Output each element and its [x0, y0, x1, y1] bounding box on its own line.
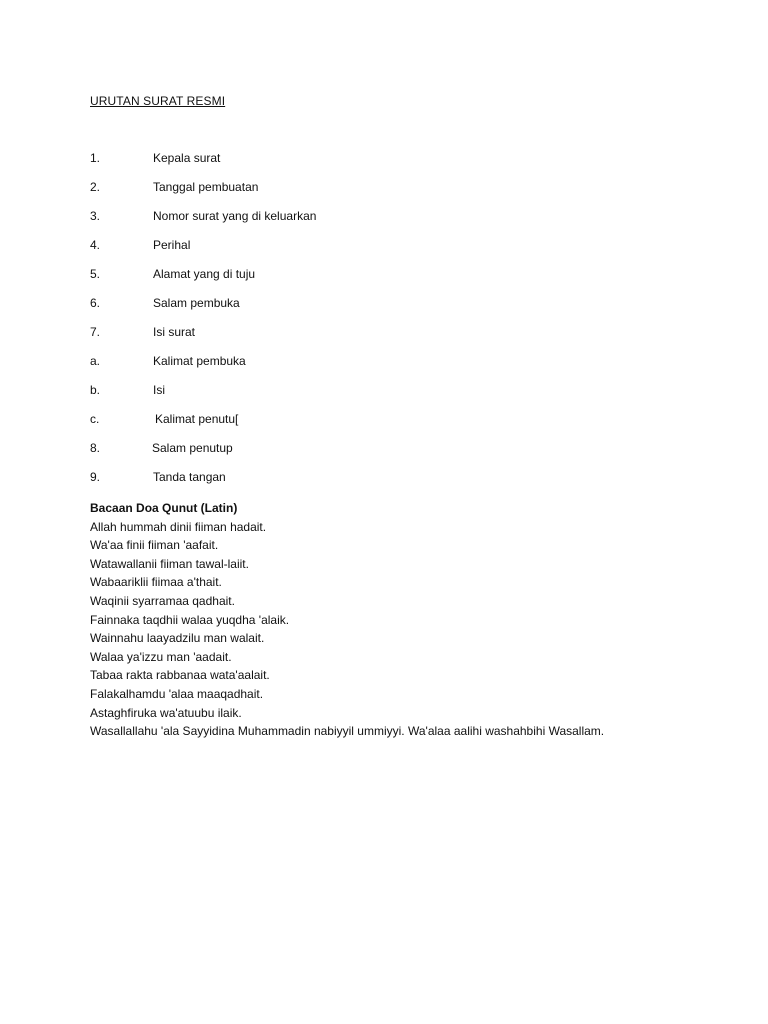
list-item [90, 209, 316, 238]
doa-heading: Bacaan Doa Qunut (Latin) [90, 501, 238, 515]
list-item [90, 151, 316, 180]
list-item-text: Salam penutup [152, 441, 233, 455]
list-marker: 9. [90, 470, 101, 484]
list-item-text: Isi surat [153, 325, 196, 339]
list-item-text: Isi [153, 383, 165, 397]
list-marker: b. [90, 383, 101, 397]
list-item-text: Tanggal pembuatan [153, 180, 259, 194]
doa-line: Wainnahu laayadzilu man walait. [90, 631, 265, 646]
list-marker: 3. [90, 209, 101, 223]
list-item [90, 267, 316, 296]
list-item-text: Nomor surat yang di keluarkan [153, 209, 317, 223]
list-item [90, 180, 316, 209]
doa-line: Wasallallahu 'ala Sayyidina Muhammadin nabiyyil ummiyyi. Wa'alaa aalihi washahbihi Wasallam. [90, 724, 605, 739]
document-title: URUTAN SURAT RESMI [90, 94, 226, 108]
doa-line: Walaa ya'izzu man 'aadait. [90, 649, 232, 664]
doa-line: Allah hummah dinii fiiman hadait. [90, 519, 267, 534]
doa-line: Fainnaka taqdhii walaa yuqdha 'alaik. [90, 612, 290, 627]
doa-qunut-section [90, 499, 604, 741]
list-item-text: Perihal [153, 238, 191, 252]
list-marker: c. [90, 412, 100, 426]
list-marker: a. [90, 354, 101, 368]
list-item [90, 296, 316, 325]
doa-line: Wabaariklii fiimaa a'thait. [90, 575, 222, 590]
list-item-text: Alamat yang di tuju [153, 267, 256, 281]
doa-line: Wa'aa finii fiiman 'aafait. [90, 538, 219, 553]
doa-line: Watawallanii fiiman tawal-laiit. [90, 556, 249, 571]
list-item [90, 238, 316, 267]
list-marker: 8. [90, 441, 101, 455]
doa-line: Falakalhamdu 'alaa maaqadhait. [90, 686, 264, 701]
list-marker: 5. [90, 267, 101, 281]
list-item [90, 412, 316, 441]
list-marker: 7. [90, 325, 101, 339]
list-item [90, 441, 316, 470]
list-marker: 4. [90, 238, 101, 252]
list-item-text: Kalimat pembuka [153, 354, 246, 368]
doa-line: Astaghfiruka wa'atuubu ilaik. [90, 705, 242, 720]
list-item [90, 325, 316, 354]
list-marker: 1. [90, 151, 101, 165]
list-item [90, 354, 316, 383]
list-item-text: Kalimat penutu[ [155, 412, 239, 426]
list-marker: 2. [90, 180, 101, 194]
list-marker: 6. [90, 296, 101, 310]
list-item-text: Tanda tangan [153, 470, 226, 484]
doa-line: Waqinii syarramaa qadhait. [90, 593, 235, 608]
doa-line: Tabaa rakta rabbanaa wata'aalait. [90, 668, 270, 683]
list-item-text: Salam pembuka [153, 296, 240, 310]
list-item-text: Kepala surat [153, 151, 221, 165]
letter-order-list [90, 151, 316, 499]
list-item [90, 383, 316, 412]
list-item [90, 470, 316, 499]
